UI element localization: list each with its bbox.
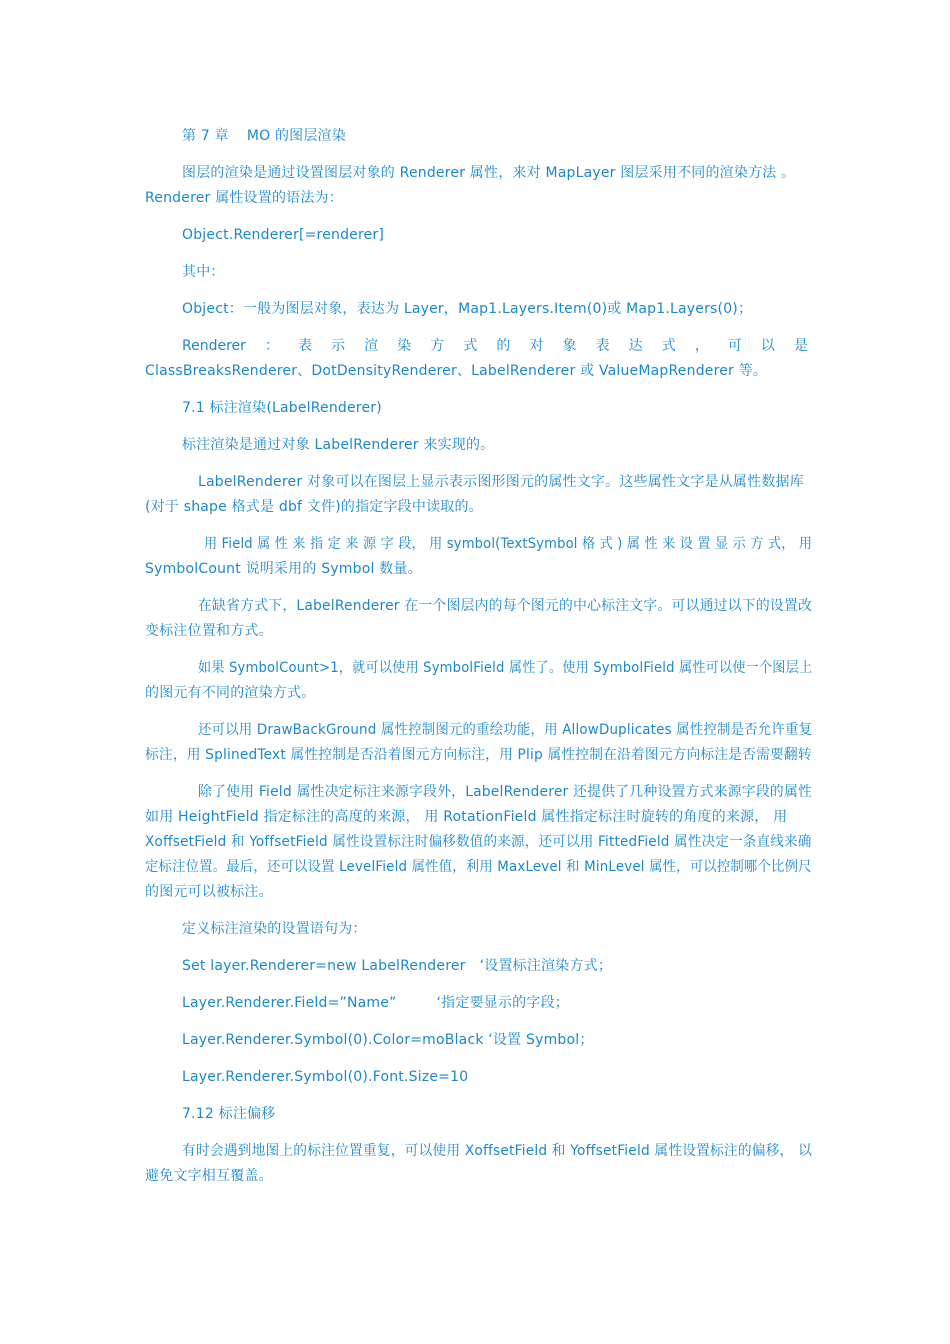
renderer-def-token: 是 [793,338,808,354]
paragraph-default-line1: 在缺省方式下，LabelRenderer 在一个图层内的每个图元的中心标注文字。可以通过以下的设置改 [198,598,813,614]
chapter-number: 第 7 章 [182,128,229,144]
object-definition: Object：一般为图层对象，表达为 Layer，Map1.Layers.Item(0)或 Map1.Layers(0)； [182,301,753,317]
paragraph-offset-line2: 避免文字相互覆盖。 [145,1168,273,1184]
paragraph-renderer-intro-line2: Renderer 属性设置的语法为： [145,190,343,206]
renderer-definition-line1 [182,336,808,356]
renderer-def-token: 的 [496,338,511,354]
paragraph-heightfield-line3: XoffsetField 和 YoffsetField 属性设置标注时偏移数值的来源，还可以用 FittedField 属性决定一条直线来确 [145,834,812,850]
paragraph-symbolcount-line1: 如果 SymbolCount>1，就可以使用 SymbolField 属性了。使用 SymbolField 属性可以使一个图层上 [198,660,813,676]
chapter-heading [182,126,346,146]
renderer-def-token: 象 [562,338,577,354]
renderer-def-token: 表 [595,338,610,354]
paragraph-heightfield-line5: 的图元可以被标注。 [145,884,273,900]
renderer-definition-line2: ClassBreaksRenderer、DotDensityRenderer、LabelRenderer 或 ValueMapRenderer 等。 [145,363,768,379]
renderer-def-token: ， [694,338,709,354]
paragraph-drawbackground-line2: 标注，用 SplinedText 属性控制是否沿着图元方向标注，用 Plip 属性控制在沿着图元方向标注是否需要翻转 [145,747,812,763]
paragraph-define-statement: 定义标注渲染的设置语句为： [182,921,367,937]
renderer-def-token: 染 [397,338,412,354]
code-statement: Set layer.Renderer=new LabelRenderer [182,958,466,974]
renderer-def-token: 方 [430,338,445,354]
paragraph-heightfield-line1: 除了使用 Field 属性决定标注来源字段外，LabelRenderer 还提供了几种设置方式来源字段的属性 [198,784,813,800]
paragraph-field-line2: SymbolCount 说明采用的 Symbol 数量。 [145,561,422,577]
code-line-4: Layer.Renderer.Symbol(0).Font.Size=10 [182,1069,469,1085]
code-comment: ‘设置标注渲染方式； [479,958,613,974]
paragraph-default-line2: 变标注位置和方式。 [145,623,273,639]
paragraph-drawbackground-line1: 还可以用 DrawBackGround 属性控制图元的重绘功能，用 AllowDuplicates 属性控制是否允许重复 [198,722,813,738]
renderer-def-token: 表 [298,338,313,354]
code-line-2 [182,993,569,1013]
paragraph-heightfield-line2: 如用 HeightField 指定标注的高度的来源， 用 RotationField 属性指定标注时旋转的角度的来源， 用 [145,809,788,825]
renderer-def-token: Renderer [182,338,246,354]
code-line-1 [182,956,612,976]
renderer-def-token: ： [264,338,279,354]
renderer-def-token: 达 [628,338,643,354]
chapter-title: MO 的图层渲染 [246,128,346,144]
code-statement: Layer.Renderer.Field=”Name” [182,995,397,1011]
code-comment: ‘指定要显示的字段； [436,995,569,1011]
renderer-def-token: 对 [529,338,544,354]
renderer-def-token: 可 [727,338,742,354]
renderer-def-token: 式 [661,338,676,354]
paragraph-renderer-intro-line1: 图层的渲染是通过设置图层对象的 Renderer 属性，来对 MapLayer 图层采用不同的渲染方法 。 [182,165,796,181]
renderer-def-token: 以 [760,338,775,354]
section-heading-7-12: 7.12 标注偏移 [182,1106,276,1122]
paragraph-labelrenderer-line1: LabelRenderer 对象可以在图层上显示表示图形图元的属性文字。这些属性文字是从属性数据库 [198,474,804,490]
paragraph-heightfield-line4: 定标注位置。最后，还可以设置 LevelField 属性值，利用 MaxLevel 和 MinLevel 属性，可以控制哪个比例尺 [145,859,812,875]
section-heading-7-1: 7.1 标注渲染(LabelRenderer) [182,400,382,416]
paragraph-label-intro: 标注渲染是通过对象 LabelRenderer 来实现的。 [182,437,495,453]
where-label: 其中： [182,264,225,280]
paragraph-offset-line1: 有时会遇到地图上的标注位置重复，可以使用 XoffsetField 和 YoffsetField 属性设置标注的偏移， 以 [182,1143,813,1159]
paragraph-symbolcount-line2: 的图元有不同的渲染方式。 [145,685,316,701]
renderer-def-token: 式 [463,338,478,354]
syntax-line: Object.Renderer[=renderer] [182,227,385,243]
paragraph-labelrenderer-line2: (对于 shape 格式是 dbf 文件)的指定字段中读取的。 [145,499,483,515]
code-line-3: Layer.Renderer.Symbol(0).Color=moBlack ‘设置 Symbol； [182,1032,594,1048]
renderer-def-token: 渲 [364,338,379,354]
renderer-def-token: 示 [331,338,346,354]
paragraph-field-line1: 用 Field 属 性 来 指 定 来 源 字 段， 用 symbol(TextSymbol 格 式 ) 属 性 来 设 置 显 示 方 式， 用 [204,536,813,552]
